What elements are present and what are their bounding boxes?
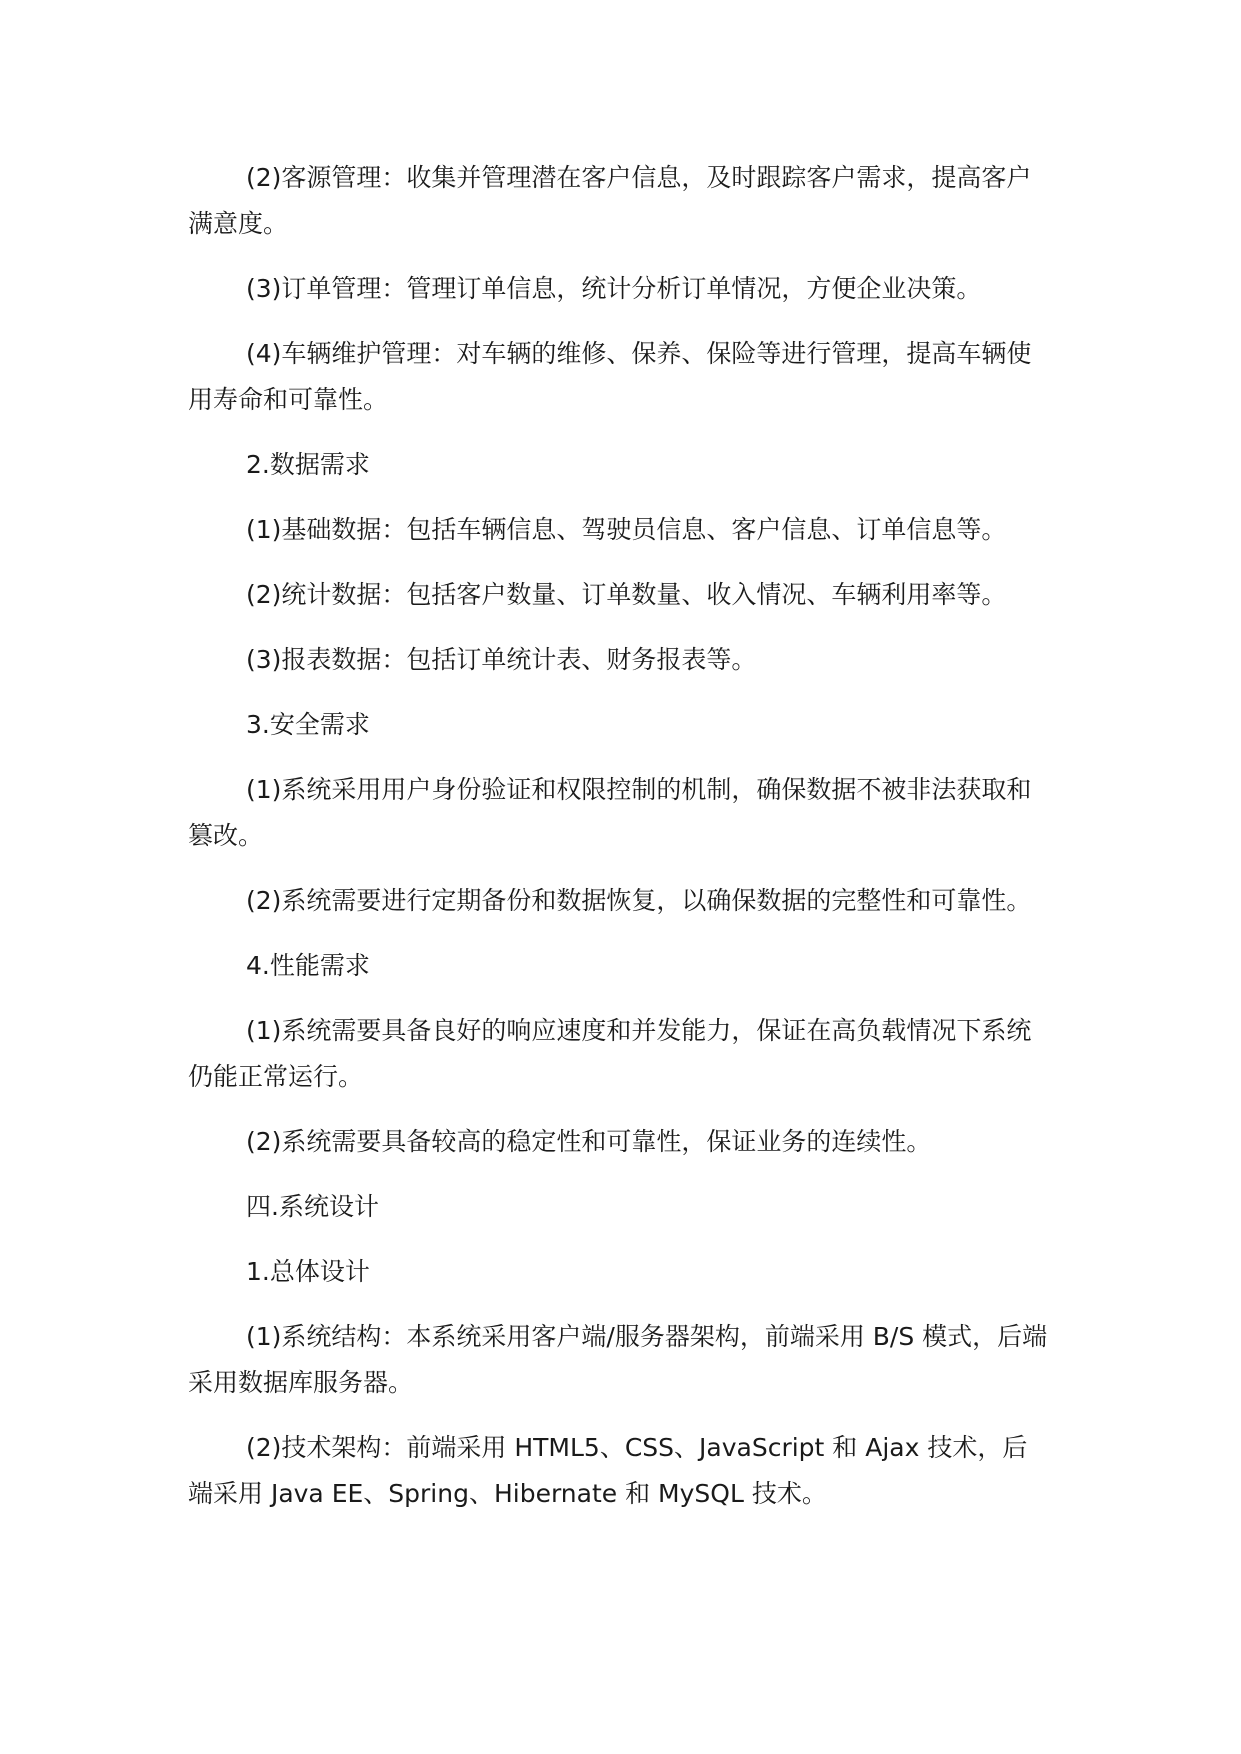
heading-data-requirements: 2.数据需求 xyxy=(246,450,370,479)
heading-performance-requirements: 4.性能需求 xyxy=(246,951,370,980)
paragraph-order-mgmt: (3)订单管理：管理订单信息，统计分析订单情况，方便企业决策。 xyxy=(246,274,982,303)
paragraph-customer-source-mgmt: (2)客源管理：收集并管理潜在客户信息，及时跟踪客户需求，提高客户满意度。 xyxy=(188,163,1032,238)
heading-security-requirements: 3.安全需求 xyxy=(246,710,370,739)
paragraph-statistical-data: (2)统计数据：包括客户数量、订单数量、收入情况、车辆利用率等。 xyxy=(246,580,1007,609)
paragraph-tech-architecture: (2)技术架构：前端采用 HTML5、CSS、JavaScript 和 Ajax 技术，后端采用 Java EE、Spring、Hibernate 和 MySQL 技术。 xyxy=(188,1433,1028,1508)
document-body xyxy=(188,155,1050,1536)
heading-overall-design: 1.总体设计 xyxy=(246,1257,370,1286)
paragraph-response-concurrency: (1)系统需要具备良好的响应速度和并发能力，保证在高负载情况下系统仍能正常运行。 xyxy=(188,1016,1032,1091)
heading-system-design: 四.系统设计 xyxy=(246,1192,379,1221)
paragraph-basic-data: (1)基础数据：包括车辆信息、驾驶员信息、客户信息、订单信息等。 xyxy=(246,515,1007,544)
paragraph-stability-reliability: (2)系统需要具备较高的稳定性和可靠性，保证业务的连续性。 xyxy=(246,1127,932,1156)
paragraph-report-data: (3)报表数据：包括订单统计表、财务报表等。 xyxy=(246,645,757,674)
paragraph-vehicle-maintenance-mgmt: (4)车辆维护管理：对车辆的维修、保养、保险等进行管理，提高车辆使用寿命和可靠性。 xyxy=(188,339,1032,414)
paragraph-auth-control: (1)系统采用用户身份验证和权限控制的机制，确保数据不被非法获取和篡改。 xyxy=(188,775,1032,850)
paragraph-system-structure: (1)系统结构：本系统采用客户端/服务器架构，前端采用 B/S 模式，后端采用数据库服务器。 xyxy=(188,1322,1048,1397)
paragraph-backup-recovery: (2)系统需要进行定期备份和数据恢复，以确保数据的完整性和可靠性。 xyxy=(246,886,1032,915)
